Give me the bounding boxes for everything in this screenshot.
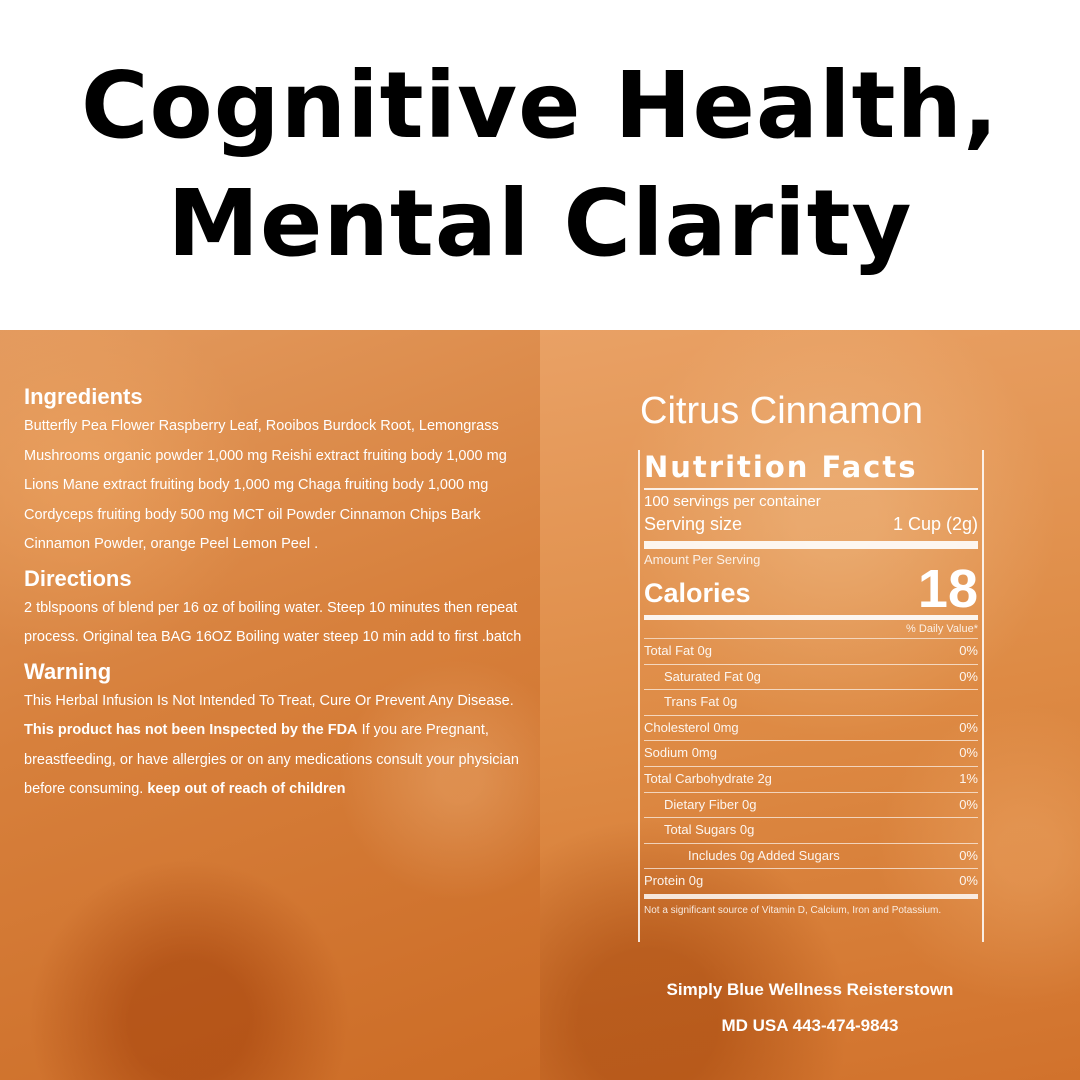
- nutrition-facts-panel: [638, 450, 984, 942]
- label-right-panel: [540, 330, 1080, 1080]
- warning-text: [24, 687, 524, 805]
- nutrient-row: [644, 741, 978, 767]
- servings-per-container: 100 servings per container: [644, 493, 821, 510]
- nutrient-row: [644, 690, 978, 716]
- nutrition-footnote: Not a significant source of Vitamin D, Calcium, Iron and Potassium.: [644, 904, 942, 916]
- contact-info: [540, 972, 1080, 1044]
- warning-children-notice: keep out of reach of children: [147, 781, 346, 797]
- nutrient-row: [644, 767, 978, 793]
- warning-text-2: If you are Pregnant, breastfeeding, or have allergies or on any medications consult your physician before consuming.: [24, 722, 519, 797]
- nutrient-row: [644, 869, 978, 899]
- nutrient-label: Saturated Fat 0g: [664, 668, 761, 684]
- nutrient-dv: 0%: [959, 847, 978, 863]
- ingredients-text: Butterfly Pea Flower Raspberry Leaf, Rooibos Burdock Root, Lemongrass Mushrooms organic powder 1,000 mg Reishi extract fruiting body 1,000 mg Lions Mane extract fruiting body 1,000 mg Chaga fruiting body 1,000 mg Cordyceps fruiting body 500 mg MCT oil Powder Cinnamon Chips Bark Cinnamon Powder, orange Peel Lemon Peel .: [24, 418, 507, 552]
- serving-size-row: [644, 511, 978, 549]
- nutrient-dv: 0%: [959, 796, 978, 812]
- daily-value-header: % Daily Value*: [644, 620, 978, 639]
- nutrient-row: [644, 818, 978, 844]
- warning-text-1: This Herbal Infusion Is Not Intended To Treat, Cure Or Prevent Any Disease.: [24, 692, 514, 709]
- nutrient-label: Total Fat 0g: [644, 643, 712, 658]
- nutrient-dv: 0%: [959, 745, 978, 761]
- directions-text: 2 tblspoons of blend per 16 oz of boiling water. Steep 10 minutes then repeat process. Original tea BAG 16OZ Boiling water steep 10 min add to first .batch: [24, 599, 522, 645]
- nutrient-row: [644, 665, 978, 691]
- nutrient-label: Protein 0g: [644, 873, 704, 889]
- header-banner: [0, 0, 1080, 330]
- nutrient-dv: 0%: [959, 719, 978, 735]
- nutrient-label: Total Carbohydrate 2g: [644, 770, 772, 786]
- amount-per-serving: Amount Per Serving: [644, 552, 761, 567]
- nutrient-label: Trans Fat 0g: [664, 694, 738, 710]
- nutrient-row: [644, 716, 978, 742]
- nutrient-label: Sodium 0mg: [644, 745, 717, 761]
- headline: Cognitive Health, Mental Clarity: [81, 52, 999, 277]
- nutrient-label: Cholesterol 0mg: [644, 719, 739, 735]
- nutrition-facts-heading: Nutrition Facts: [644, 450, 978, 490]
- nutrient-label: Dietary Fiber 0g: [664, 796, 757, 812]
- serving-size-label: Serving size: [644, 514, 743, 534]
- nutrient-label: Total Sugars 0g: [664, 822, 755, 838]
- calories-label: Calories: [644, 578, 751, 608]
- nutrient-dv: 0%: [959, 668, 978, 684]
- nutrient-row: [644, 793, 978, 819]
- nutrient-row: [644, 639, 978, 665]
- warning-fda-notice: This product has not been Inspected by the FDA: [24, 722, 358, 738]
- ingredients-heading: Ingredients: [24, 384, 143, 409]
- label-info-column: [24, 382, 524, 809]
- nutrient-row: [644, 844, 978, 870]
- serving-size-value: 1 Cup (2g): [892, 514, 978, 534]
- nutrient-label: Includes 0g Added Sugars: [688, 847, 840, 863]
- warning-heading: Warning: [24, 658, 112, 684]
- label-left-panel: [0, 330, 540, 1080]
- nutrient-dv: 0%: [959, 873, 978, 889]
- nutrient-dv: 0%: [959, 643, 978, 658]
- calories-value: 18: [917, 559, 978, 619]
- directions-heading: Directions: [24, 565, 132, 591]
- product-name: Citrus Cinnamon: [640, 390, 923, 432]
- business-name: Simply Blue Wellness Reisterstown: [666, 980, 954, 999]
- business-location-phone: MD USA 443-474-9843: [721, 1016, 899, 1035]
- nutrient-dv: 1%: [959, 770, 978, 786]
